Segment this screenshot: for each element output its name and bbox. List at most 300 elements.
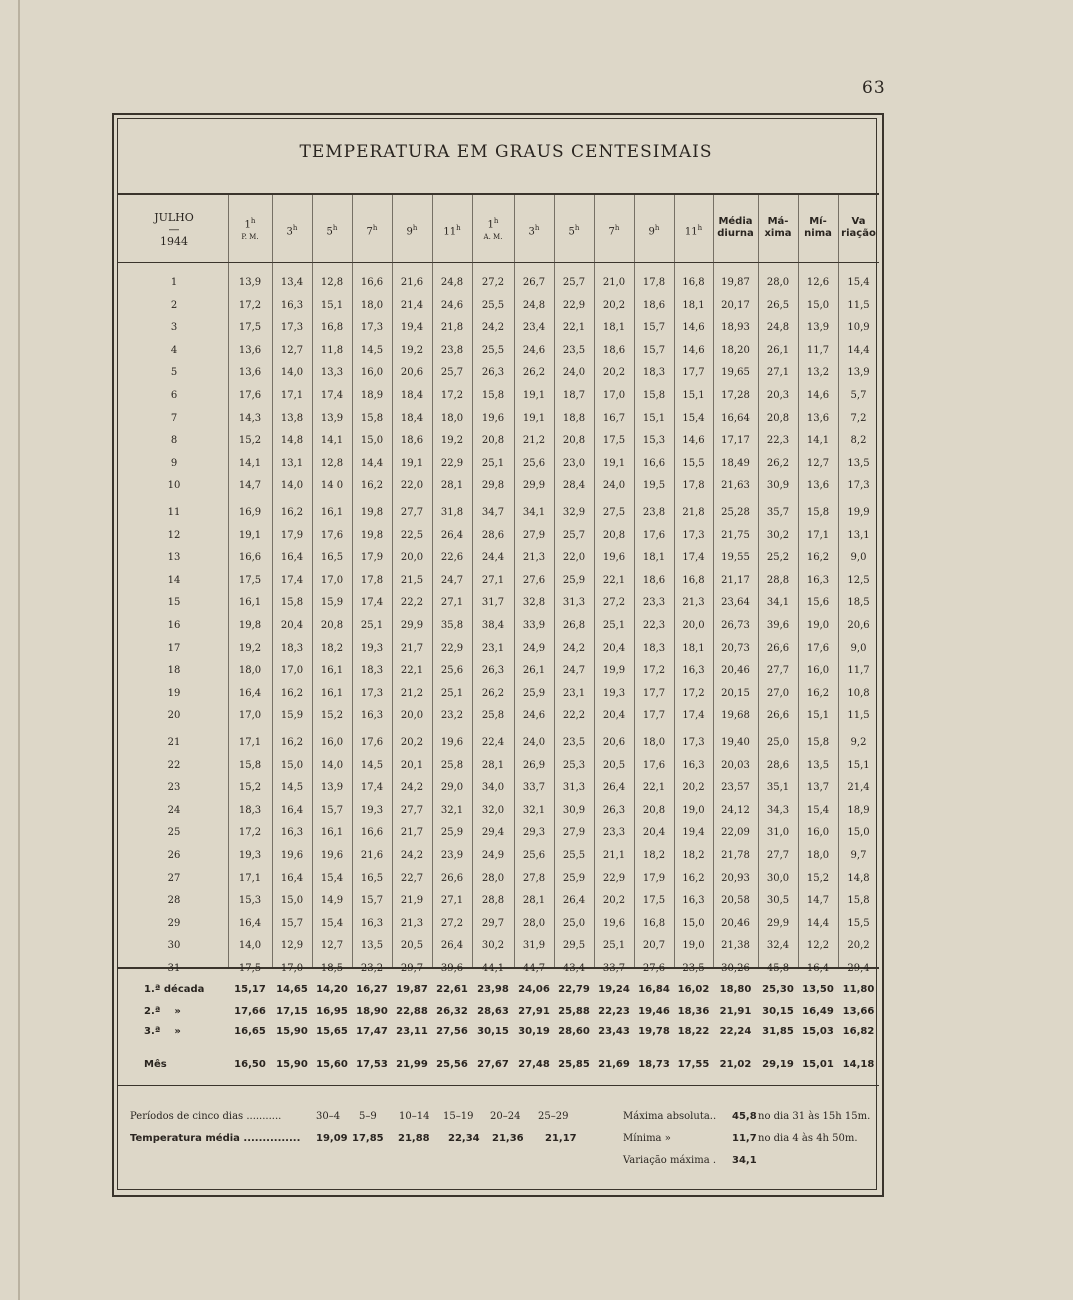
table-cell: 30,0 xyxy=(766,872,790,884)
table-cell: 26,2 xyxy=(481,687,505,699)
table-cell: 29,8 xyxy=(481,480,505,492)
table-cell: 15,4 xyxy=(320,917,344,929)
table-cell: 19,1 xyxy=(522,390,546,401)
summary-cell: 21,99 xyxy=(396,1059,428,1070)
hour-value: 9 xyxy=(406,226,413,238)
table-cell: 17,0 xyxy=(238,710,262,722)
stat-header-line: nima xyxy=(804,228,832,239)
table-cell: 16,2 xyxy=(806,552,830,564)
table-cell: 25,7 xyxy=(562,529,586,541)
table-cell: 20,2 xyxy=(400,737,424,748)
table-cell: 18,20 xyxy=(721,344,750,356)
table-cell: 24,8 xyxy=(522,299,546,311)
day-label: 21 xyxy=(167,737,181,748)
table-cell: 21,0 xyxy=(602,277,626,288)
summary-cell: 25,88 xyxy=(558,1006,590,1017)
table-cell: 19,1 xyxy=(522,412,546,424)
table-cell: 15,0 xyxy=(806,299,830,311)
table-cell: 13,5 xyxy=(806,759,830,771)
table-cell: 15,1 xyxy=(847,759,870,771)
hour-column-header xyxy=(272,222,312,238)
table-cell: 19,3 xyxy=(360,642,384,654)
table-cell: 24,7 xyxy=(440,574,464,586)
table-cell: 13,8 xyxy=(280,412,304,424)
table-cell: 15,8 xyxy=(642,390,666,401)
day-label: 23 xyxy=(167,782,181,794)
table-cell: 16,9 xyxy=(238,507,262,518)
table-cell: 45,8 xyxy=(766,963,790,974)
table-cell: 17,5 xyxy=(238,574,262,586)
table-cell: 34,0 xyxy=(481,782,505,794)
table-cell: 27,1 xyxy=(481,574,505,586)
table-cell: 14,4 xyxy=(360,457,384,469)
table-cell: 27,7 xyxy=(400,804,424,816)
table-cell: 18,0 xyxy=(360,299,384,311)
table-cell: 21,63 xyxy=(721,480,750,492)
table-cell: 27,1 xyxy=(766,367,790,379)
stat-column-header xyxy=(713,216,758,240)
table-cell: 19,6 xyxy=(280,850,304,861)
table-cell: 25,28 xyxy=(721,507,750,518)
table-cell: 9,0 xyxy=(850,552,867,564)
table-cell: 22,09 xyxy=(721,827,750,839)
hour-suffix: h xyxy=(493,217,499,225)
period-range: 25–29 xyxy=(538,1111,569,1122)
day-label: 14 xyxy=(167,574,181,586)
table-cell: 16,0 xyxy=(360,367,384,379)
day-label: 20 xyxy=(167,710,181,722)
table-cell: 15,7 xyxy=(360,895,384,907)
table-cell: 25,3 xyxy=(562,759,586,771)
table-cell: 22,9 xyxy=(562,299,586,311)
table-cell: 14,1 xyxy=(806,435,830,447)
table-cell: 19,8 xyxy=(360,507,384,518)
summary-cell: 29,19 xyxy=(762,1059,794,1070)
min-label: Mínima » xyxy=(623,1133,671,1144)
table-cell: 19,68 xyxy=(721,710,750,722)
table-cell: 23,3 xyxy=(642,597,666,609)
table-cell: 16,6 xyxy=(642,457,666,469)
table-cell: 19,4 xyxy=(400,322,424,334)
table-cell: 21,7 xyxy=(400,827,424,839)
day-label: 5 xyxy=(170,367,178,379)
summary-cell: 28,63 xyxy=(477,1006,509,1017)
table-cell: 15,4 xyxy=(682,412,705,424)
table-cell: 33,7 xyxy=(602,963,626,974)
table-cell: 19,2 xyxy=(400,344,424,356)
table-cell: 24,7 xyxy=(562,665,586,677)
table-cell: 35,8 xyxy=(440,620,464,631)
table-cell: 17,3 xyxy=(360,687,384,699)
table-cell: 15,0 xyxy=(682,917,705,929)
table-cell: 13,6 xyxy=(238,344,262,356)
table-cell: 11,7 xyxy=(847,665,870,677)
table-cell: 16,1 xyxy=(320,687,344,699)
table-cell: 27,8 xyxy=(522,872,546,884)
table-cell: 15,3 xyxy=(642,435,666,447)
var-label: Variação máxima . xyxy=(623,1155,717,1166)
table-cell: 32,4 xyxy=(766,940,790,952)
summary-cell: 30,19 xyxy=(518,1026,550,1037)
table-cell: 17,1 xyxy=(238,872,262,884)
day-label: 31 xyxy=(167,963,181,974)
table-cell: 19,4 xyxy=(682,827,705,839)
table-cell: 14,6 xyxy=(682,322,705,334)
table-cell: 25,0 xyxy=(766,737,790,748)
table-cell: 13,6 xyxy=(806,480,830,492)
table-cell: 18,8 xyxy=(562,412,586,424)
table-cell: 10,9 xyxy=(847,322,870,334)
table-cell: 18,6 xyxy=(642,574,666,586)
summary-cell: 17,15 xyxy=(276,1006,308,1017)
summary-cell: 30,15 xyxy=(477,1026,509,1037)
table-cell: 20,8 xyxy=(481,435,505,447)
day-label: 13 xyxy=(167,552,181,564)
table-cell: 13,3 xyxy=(320,367,344,379)
summary-cell: 14,65 xyxy=(276,984,308,995)
table-cell: 14,4 xyxy=(847,344,870,356)
table-cell: 28,1 xyxy=(440,480,464,492)
table-cell: 26,3 xyxy=(602,804,626,816)
day-label: 28 xyxy=(167,895,181,907)
table-cell: 12,9 xyxy=(280,940,304,952)
table-cell: 21,78 xyxy=(721,850,750,861)
table-cell: 13,9 xyxy=(320,782,344,794)
table-cell: 25,1 xyxy=(440,687,464,699)
table-cell: 19,6 xyxy=(320,850,344,861)
table-cell: 25,6 xyxy=(440,665,464,677)
summary-cell: 17,53 xyxy=(356,1059,388,1070)
table-cell: 15,2 xyxy=(238,782,262,794)
table-cell: 30,9 xyxy=(766,480,790,492)
table-cell: 27,6 xyxy=(642,963,666,974)
header-bottom-rule xyxy=(117,262,879,263)
table-cell: 13,5 xyxy=(847,457,870,469)
day-label: 4 xyxy=(170,344,178,356)
table-cell: 21,4 xyxy=(847,782,870,794)
table-cell: 13,6 xyxy=(238,367,262,379)
table-cell: 9,0 xyxy=(850,642,867,654)
table-cell: 20,6 xyxy=(847,620,870,631)
hour-column-header xyxy=(432,222,472,238)
table-cell: 35,7 xyxy=(766,507,790,518)
hour-value: 1 xyxy=(487,219,494,231)
table-cell: 19,1 xyxy=(238,529,262,541)
month-label: JULHO xyxy=(154,211,194,224)
table-cell: 16,2 xyxy=(682,872,705,884)
table-cell: 26,1 xyxy=(766,344,790,356)
table-cell: 18,0 xyxy=(642,737,666,748)
table-cell: 26,4 xyxy=(440,940,464,952)
table-cell: 27,0 xyxy=(766,687,790,699)
table-cell: 5,7 xyxy=(850,390,867,401)
hour-suffix: h xyxy=(412,224,418,232)
stat-header-line: diurna xyxy=(717,228,754,239)
table-cell: 22,1 xyxy=(642,782,666,794)
table-cell: 20,8 xyxy=(562,435,586,447)
table-cell: 22,0 xyxy=(562,552,586,564)
table-cell: 15,8 xyxy=(806,737,830,748)
table-cell: 32,0 xyxy=(481,804,505,816)
table-cell: 20,4 xyxy=(602,710,626,722)
table-cell: 25,1 xyxy=(602,940,626,952)
summary-cell: 16,95 xyxy=(316,1006,348,1017)
table-cell: 34,7 xyxy=(481,507,505,518)
table-cell: 14,0 xyxy=(280,367,304,379)
table-cell: 11,7 xyxy=(806,344,830,356)
table-cell: 7,2 xyxy=(850,412,867,424)
table-cell: 17,3 xyxy=(682,737,705,748)
table-cell: 16,3 xyxy=(682,759,705,771)
table-cell: 30,26 xyxy=(721,963,750,974)
summary-cell: 19,87 xyxy=(396,984,428,995)
summary-cell: 16,65 xyxy=(234,1026,266,1037)
summary-cell: 14,20 xyxy=(316,984,348,995)
hour-value: 3 xyxy=(286,226,293,238)
table-cell: 17,17 xyxy=(721,435,750,447)
table-cell: 25,9 xyxy=(440,827,464,839)
table-cell: 14,5 xyxy=(360,344,384,356)
table-cell: 20,2 xyxy=(602,367,626,379)
summary-cell: 22,61 xyxy=(436,984,468,995)
table-cell: 15,1 xyxy=(682,390,705,401)
summary-cell: 19,78 xyxy=(638,1026,670,1037)
table-cell: 14,3 xyxy=(238,412,262,424)
table-cell: 26,3 xyxy=(481,665,505,677)
table-cell: 14,6 xyxy=(806,390,830,401)
table-cell: 21,8 xyxy=(682,507,705,518)
table-cell: 29,4 xyxy=(481,827,505,839)
table-cell: 20,0 xyxy=(400,710,424,722)
table-cell: 9,7 xyxy=(850,850,867,861)
table-cell: 26,6 xyxy=(766,710,790,722)
summary-cell: 19,24 xyxy=(598,984,630,995)
hour-value: 7 xyxy=(608,226,615,238)
table-cell: 13,6 xyxy=(806,412,830,424)
summary-cell: 25,85 xyxy=(558,1059,590,1070)
period-range: 30–4 xyxy=(316,1111,341,1122)
hour-value: 11 xyxy=(443,226,457,238)
table-cell: 27,2 xyxy=(440,917,464,929)
table-cell: 12,8 xyxy=(320,457,344,469)
table-cell: 32,1 xyxy=(440,804,464,816)
table-cell: 15,1 xyxy=(642,412,666,424)
table-cell: 24,2 xyxy=(400,850,424,861)
table-cell: 16,6 xyxy=(360,277,384,288)
table-cell: 27,5 xyxy=(602,507,626,518)
table-cell: 16,3 xyxy=(360,710,384,722)
summary-label: 2.ª » xyxy=(144,1006,181,1017)
summary-cell: 11,80 xyxy=(842,984,875,995)
table-cell: 17,2 xyxy=(238,827,262,839)
table-cell: 17,9 xyxy=(280,529,304,541)
table-cell: 18,3 xyxy=(642,367,666,379)
day-label: 27 xyxy=(167,872,181,884)
table-cell: 30,2 xyxy=(481,940,505,952)
table-cell: 16,6 xyxy=(360,827,384,839)
table-cell: 14,0 xyxy=(280,480,304,492)
table-cell: 16,4 xyxy=(280,872,304,884)
summary-cell: 16,50 xyxy=(234,1059,266,1070)
summary-cell: 15,90 xyxy=(276,1026,308,1037)
table-cell: 17,4 xyxy=(360,597,384,609)
period-mean-temp: 17,85 xyxy=(352,1133,384,1144)
table-cell: 26,6 xyxy=(766,642,790,654)
table-cell: 15,8 xyxy=(481,390,505,401)
table-cell: 20,73 xyxy=(721,642,750,654)
table-cell: 28,6 xyxy=(481,529,505,541)
table-cell: 14,7 xyxy=(806,895,830,907)
table-cell: 17,9 xyxy=(360,552,384,564)
table-cell: 21,6 xyxy=(400,277,424,288)
table-cell: 22,3 xyxy=(642,620,666,631)
hour-value: 9 xyxy=(648,226,655,238)
table-cell: 8,2 xyxy=(850,435,867,447)
hour-value: 5 xyxy=(326,226,333,238)
table-cell: 14,8 xyxy=(280,435,304,447)
summary-cell: 13,50 xyxy=(802,984,834,995)
table-cell: 17,4 xyxy=(682,552,705,564)
summary-cell: 27,48 xyxy=(518,1059,550,1070)
hour-value: 1 xyxy=(244,219,251,231)
hour-suffix: h xyxy=(614,224,620,232)
table-cell: 25,9 xyxy=(562,872,586,884)
table-cell: 20,6 xyxy=(400,367,424,379)
table-cell: 26,4 xyxy=(602,782,626,794)
day-label: 26 xyxy=(167,850,181,861)
table-cell: 24,9 xyxy=(481,850,505,861)
table-cell: 20,0 xyxy=(400,552,424,564)
hour-suffix: h xyxy=(250,217,256,225)
table-cell: 20,46 xyxy=(721,665,750,677)
table-cell: 18,2 xyxy=(682,850,705,861)
summary-cell: 28,60 xyxy=(558,1026,590,1037)
table-cell: 19,3 xyxy=(602,687,626,699)
table-cell: 28,0 xyxy=(522,917,546,929)
table-cell: 15,5 xyxy=(682,457,705,469)
table-cell: 20,0 xyxy=(682,620,705,631)
table-cell: 22,7 xyxy=(400,872,424,884)
table-cell: 15,4 xyxy=(806,804,830,816)
summary-cell: 19,46 xyxy=(638,1006,670,1017)
table-cell: 33,7 xyxy=(522,782,546,794)
day-label: 18 xyxy=(167,665,181,677)
table-cell: 17,28 xyxy=(721,390,750,401)
table-cell: 21,4 xyxy=(400,299,424,311)
table-cell: 14,9 xyxy=(320,895,344,907)
table-cell: 30,5 xyxy=(766,895,790,907)
table-cell: 17,6 xyxy=(320,529,344,541)
table-cell: 17,7 xyxy=(682,367,705,379)
table-cell: 31,0 xyxy=(766,827,790,839)
table-cell: 17,6 xyxy=(642,759,666,771)
table-cell: 16,1 xyxy=(320,827,344,839)
summary-cell: 17,47 xyxy=(356,1026,388,1037)
table-cell: 17,2 xyxy=(682,687,705,699)
table-cell: 20,93 xyxy=(721,872,750,884)
table-cell: 24,2 xyxy=(562,642,586,654)
table-cell: 22,2 xyxy=(562,710,586,722)
table-cell: 29,7 xyxy=(481,917,505,929)
hour-value: 3 xyxy=(528,226,535,238)
table-cell: 24,6 xyxy=(522,710,546,722)
table-cell: 15,8 xyxy=(847,895,870,907)
table-cell: 17,3 xyxy=(280,322,304,334)
table-cell: 14,5 xyxy=(360,759,384,771)
table-cell: 18,1 xyxy=(682,299,705,311)
table-cell: 24,2 xyxy=(481,322,505,334)
period-range: 15–19 xyxy=(443,1111,474,1122)
table-cell: 26,6 xyxy=(440,872,464,884)
table-cell: 20,58 xyxy=(721,895,750,907)
table-cell: 17,2 xyxy=(642,665,666,677)
table-cell: 14,1 xyxy=(238,457,262,469)
table-cell: 14,7 xyxy=(238,480,262,492)
table-cell: 16,3 xyxy=(280,299,304,311)
table-cell: 13,1 xyxy=(847,529,870,541)
table-cell: 14 0 xyxy=(320,480,344,492)
table-cell: 12,8 xyxy=(320,277,344,288)
table-cell: 22,3 xyxy=(766,435,790,447)
summary-label: 1.ª década xyxy=(144,984,205,995)
table-title: TEMPERATURA EM GRAUS CENTESIMAIS xyxy=(299,142,713,162)
table-cell: 15,9 xyxy=(280,710,304,722)
table-cell: 16,4 xyxy=(806,963,830,974)
table-cell: 16,8 xyxy=(320,322,344,334)
table-cell: 26,1 xyxy=(522,665,546,677)
table-cell: 27,9 xyxy=(562,827,586,839)
table-cell: 16,2 xyxy=(280,507,304,518)
table-cell: 21,75 xyxy=(721,529,750,541)
table-cell: 14,8 xyxy=(847,872,870,884)
day-label: 6 xyxy=(170,390,178,401)
table-cell: 19,6 xyxy=(602,917,626,929)
table-cell: 31,3 xyxy=(562,597,586,609)
summary-cell: 22,23 xyxy=(598,1006,630,1017)
hour-column-header xyxy=(674,222,713,238)
table-cell: 21,5 xyxy=(400,574,424,586)
max-abs-value: 45,8 xyxy=(732,1111,757,1122)
table-cell: 22,5 xyxy=(400,529,424,541)
table-cell: 28,8 xyxy=(481,895,505,907)
table-cell: 18,1 xyxy=(642,552,666,564)
table-cell: 12,2 xyxy=(806,940,830,952)
table-cell: 25,6 xyxy=(522,457,546,469)
hour-value: 5 xyxy=(568,226,575,238)
table-cell: 29,9 xyxy=(522,480,546,492)
summary-cell: 15,03 xyxy=(802,1026,834,1037)
period-range: 10–14 xyxy=(399,1111,430,1122)
time-period: P. M. xyxy=(241,233,259,242)
table-cell: 18,3 xyxy=(642,642,666,654)
table-cell: 27,9 xyxy=(522,529,546,541)
summary-cell: 17,55 xyxy=(677,1059,710,1070)
table-cell: 13,4 xyxy=(280,277,304,288)
table-cell: 20,46 xyxy=(721,917,750,929)
hour-column-header xyxy=(392,222,432,238)
table-cell: 20,4 xyxy=(280,620,304,631)
table-cell: 18,49 xyxy=(721,457,750,469)
day-label: 11 xyxy=(167,507,181,518)
day-label: 12 xyxy=(167,529,181,541)
table-cell: 23,5 xyxy=(562,737,586,748)
table-cell: 28,1 xyxy=(481,759,505,771)
table-cell: 23,4 xyxy=(522,322,546,334)
table-cell: 16,5 xyxy=(360,872,384,884)
table-cell: 15,8 xyxy=(238,759,262,771)
table-cell: 23,2 xyxy=(440,710,464,722)
table-cell: 18,0 xyxy=(238,665,262,677)
